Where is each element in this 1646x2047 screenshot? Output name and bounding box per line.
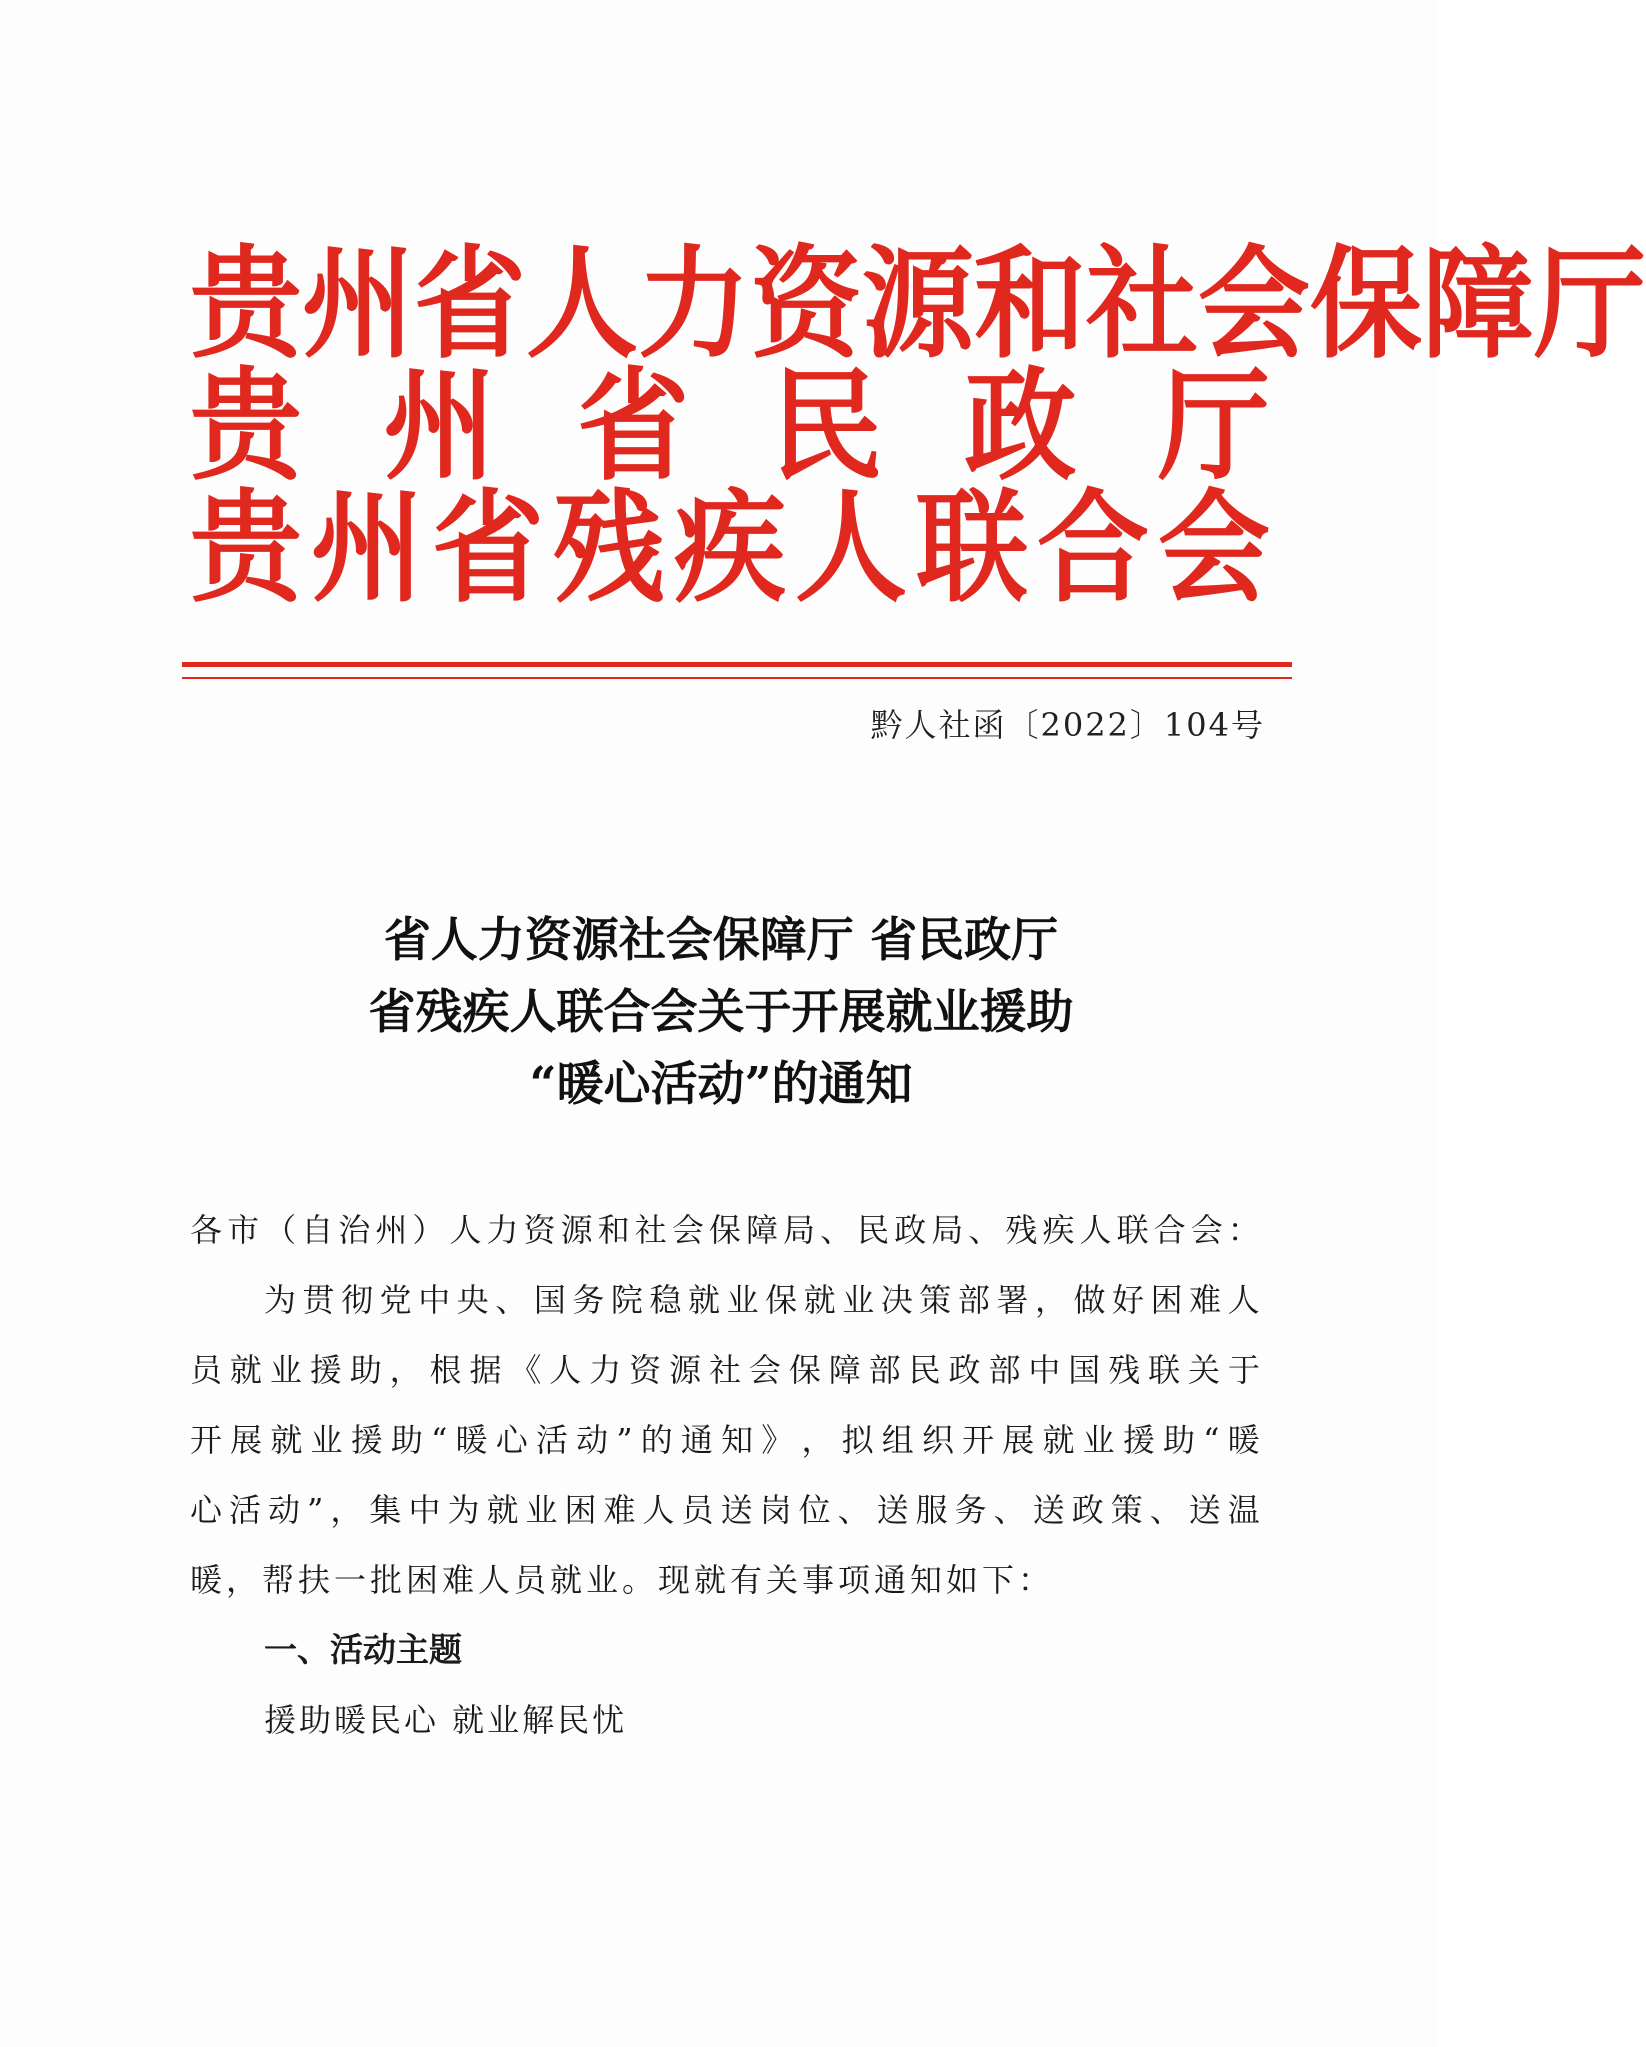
glyph: 难 — [603, 1491, 636, 1529]
glyph: 援 — [309, 1351, 342, 1389]
glyph: 局 — [931, 1211, 964, 1249]
glyph: 就 — [803, 1281, 836, 1319]
title-line-3: “暖心活动”的通知 — [529, 1057, 913, 1112]
glyph: 州 — [302, 233, 414, 376]
glyph: ： — [1227, 1211, 1260, 1249]
paragraph-line — [190, 1410, 1260, 1470]
glyph: ， — [801, 1421, 834, 1459]
glyph: 、 — [837, 1491, 870, 1529]
glyph: 助 — [1162, 1421, 1195, 1459]
glyph: 力 — [486, 1211, 519, 1249]
masthead-line-3 — [190, 477, 1270, 620]
glyph: 州 — [311, 477, 423, 620]
glyph: 市 — [227, 1211, 260, 1249]
glyph: 政 — [964, 355, 1077, 498]
glyph: 障 — [1422, 233, 1534, 376]
glyph: （ — [264, 1211, 297, 1249]
glyph: 自 — [301, 1211, 334, 1249]
glyph: 保 — [765, 1281, 798, 1319]
glyph: 资 — [750, 233, 862, 376]
glyph: 贯 — [302, 1281, 335, 1319]
glyph: 源 — [560, 1211, 593, 1249]
glyph: 稳 — [649, 1281, 682, 1319]
glyph: 党 — [379, 1281, 412, 1319]
glyph: 务 — [572, 1281, 605, 1319]
glyph: 业 — [525, 1491, 558, 1529]
section-text: 援助暖民心 就业解民忧 — [264, 1701, 628, 1739]
glyph: 集 — [369, 1491, 402, 1529]
glyph: 省 — [432, 477, 544, 620]
glyph: 会 — [1190, 1211, 1223, 1249]
glyph: 困 — [1150, 1281, 1183, 1319]
glyph: 动 — [576, 1421, 609, 1459]
glyph: 送 — [876, 1491, 909, 1529]
glyph: 各 — [190, 1211, 223, 1249]
glyph: 疾 — [674, 477, 786, 620]
glyph: ， — [389, 1351, 422, 1389]
glyph: 人 — [1227, 1281, 1260, 1319]
glyph: 好 — [1112, 1281, 1145, 1319]
title-line-2: 省残疾人联合会关于开展就业援助 — [368, 985, 1074, 1040]
glyph: ， — [330, 1491, 363, 1529]
glyph: 策 — [1110, 1491, 1143, 1529]
glyph: 开 — [190, 1421, 223, 1459]
glyph: 活 — [229, 1491, 262, 1529]
glyph: 政 — [894, 1211, 927, 1249]
glyph: 送 — [1032, 1491, 1065, 1529]
glyph: 据 — [469, 1351, 502, 1389]
title-line-1: 省人力资源社会保障厅 省民政厅 — [383, 913, 1059, 968]
glyph: 疾 — [1042, 1211, 1075, 1249]
glyph: 暖 — [455, 1421, 488, 1459]
masthead-line-1 — [190, 233, 1646, 376]
glyph: ） — [412, 1211, 445, 1249]
glyph: 保 — [1310, 233, 1422, 376]
glyph: 院 — [610, 1281, 643, 1319]
glyph: 送 — [1188, 1491, 1221, 1529]
glyph: 资 — [629, 1351, 662, 1389]
glyph: 残 — [1108, 1351, 1141, 1389]
glyph: 援 — [1122, 1421, 1155, 1459]
glyph: 困 — [564, 1491, 597, 1529]
glyph: 源 — [862, 233, 974, 376]
glyph: 障 — [745, 1211, 778, 1249]
glyph: 根 — [429, 1351, 462, 1389]
glyph: 岗 — [759, 1491, 792, 1529]
glyph: 送 — [720, 1491, 753, 1529]
glyph: 会 — [1158, 477, 1270, 620]
glyph: 会 — [1198, 233, 1310, 376]
glyph: 决 — [880, 1281, 913, 1319]
glyph: “ — [431, 1421, 448, 1459]
glyph: 助 — [390, 1421, 423, 1459]
glyph: 员 — [190, 1351, 223, 1389]
glyph: 业 — [269, 1351, 302, 1389]
glyph: 位 — [798, 1491, 831, 1529]
glyph: 省 — [414, 233, 526, 376]
glyph: 和 — [974, 233, 1086, 376]
glyph: 的 — [640, 1421, 673, 1459]
glyph: ” — [616, 1421, 633, 1459]
glyph: ， — [1034, 1281, 1067, 1319]
glyph: 社 — [708, 1351, 741, 1389]
glyph: 中 — [408, 1491, 441, 1529]
glyph: 心 — [190, 1491, 223, 1529]
glyph: 人 — [549, 1351, 582, 1389]
glyph: 、 — [495, 1281, 528, 1319]
glyph: 就 — [229, 1351, 262, 1389]
glyph: 组 — [881, 1421, 914, 1459]
glyph: 社 — [1086, 233, 1198, 376]
glyph: 厅 — [1534, 233, 1646, 376]
glyph: 中 — [418, 1281, 451, 1319]
glyph: 局 — [783, 1211, 816, 1249]
glyph: 《 — [509, 1351, 542, 1389]
glyph: 中 — [1028, 1351, 1061, 1389]
document-title — [190, 905, 1252, 1121]
glyph: 开 — [962, 1421, 995, 1459]
glyph: 国 — [1068, 1351, 1101, 1389]
glyph: 温 — [1227, 1491, 1260, 1529]
glyph: 源 — [669, 1351, 702, 1389]
glyph: 心 — [495, 1421, 528, 1459]
glyph: 暖 — [1227, 1421, 1260, 1459]
glyph: 部 — [957, 1281, 990, 1319]
glyph: 政 — [948, 1351, 981, 1389]
glyph: 贵 — [190, 355, 302, 498]
glyph: 人 — [526, 233, 638, 376]
glyph: 彻 — [341, 1281, 374, 1319]
glyph: 助 — [349, 1351, 382, 1389]
glyph: 就 — [270, 1421, 303, 1459]
glyph: 业 — [726, 1281, 759, 1319]
glyph: 残 — [553, 477, 665, 620]
glyph: 联 — [916, 477, 1028, 620]
glyph: 资 — [523, 1211, 556, 1249]
glyph: 治 — [338, 1211, 371, 1249]
glyph: 员 — [681, 1491, 714, 1529]
glyph: 、 — [993, 1491, 1026, 1529]
glyph: 国 — [533, 1281, 566, 1319]
glyph: 展 — [1002, 1421, 1035, 1459]
glyph: 业 — [310, 1421, 343, 1459]
glyph: 业 — [842, 1281, 875, 1319]
glyph: 政 — [1071, 1491, 1104, 1529]
glyph: ” — [307, 1491, 324, 1529]
glyph: 合 — [1037, 477, 1149, 620]
glyph: “ — [1203, 1421, 1220, 1459]
glyph: 人 — [1079, 1211, 1112, 1249]
glyph: 通 — [680, 1421, 713, 1459]
glyph: 保 — [708, 1211, 741, 1249]
glyph: 障 — [828, 1351, 861, 1389]
masthead-line-2 — [190, 355, 1270, 498]
glyph: 就 — [1042, 1421, 1075, 1459]
glyph: 为 — [447, 1491, 480, 1529]
glyph: 州 — [375, 1211, 408, 1249]
glyph: 社 — [634, 1211, 667, 1249]
paragraph-line: 暖，帮扶一批困难人员就业。现就有关事项通知如下： — [190, 1561, 1055, 1599]
glyph: 民 — [908, 1351, 941, 1389]
glyph: 署 — [996, 1281, 1029, 1319]
glyph: 服 — [915, 1491, 948, 1529]
glyph: 、 — [968, 1211, 1001, 1249]
glyph: 力 — [589, 1351, 622, 1389]
glyph: 就 — [688, 1281, 721, 1319]
glyph: 联 — [1116, 1211, 1149, 1249]
glyph: 策 — [919, 1281, 952, 1319]
glyph: 会 — [748, 1351, 781, 1389]
glyph: 保 — [788, 1351, 821, 1389]
glyph: 展 — [230, 1421, 263, 1459]
glyph: 务 — [954, 1491, 987, 1529]
glyph: 于 — [1227, 1351, 1260, 1389]
glyph: 力 — [638, 233, 750, 376]
glyph: 部 — [868, 1351, 901, 1389]
glyph: 州 — [383, 355, 496, 498]
glyph: 织 — [921, 1421, 954, 1459]
glyph: 贵 — [190, 477, 302, 620]
glyph: 民 — [857, 1211, 890, 1249]
glyph: 贵 — [190, 233, 302, 376]
glyph: 会 — [671, 1211, 704, 1249]
glyph: 人 — [795, 477, 907, 620]
glyph: 央 — [456, 1281, 489, 1319]
glyph: 、 — [1149, 1491, 1182, 1529]
glyph: 为 — [264, 1281, 297, 1319]
paragraph-line — [190, 1480, 1260, 1540]
red-rule-thin — [182, 677, 1292, 679]
glyph: 业 — [1082, 1421, 1115, 1459]
glyph: 做 — [1073, 1281, 1106, 1319]
glyph: 活 — [535, 1421, 568, 1459]
salutation — [190, 1200, 1260, 1260]
glyph: 、 — [820, 1211, 853, 1249]
glyph: 就 — [486, 1491, 519, 1529]
red-rule-thick — [182, 662, 1292, 667]
glyph: 人 — [449, 1211, 482, 1249]
glyph: 部 — [988, 1351, 1021, 1389]
paragraph-line — [190, 1340, 1260, 1400]
glyph: 动 — [268, 1491, 301, 1529]
glyph: 合 — [1153, 1211, 1186, 1249]
glyph: 民 — [770, 355, 883, 498]
glyph: 援 — [350, 1421, 383, 1459]
glyph: 难 — [1189, 1281, 1222, 1319]
glyph: 厅 — [1157, 355, 1270, 498]
glyph: 省 — [577, 355, 690, 498]
glyph: 知 — [721, 1421, 754, 1459]
glyph: 和 — [597, 1211, 630, 1249]
glyph: 联 — [1148, 1351, 1181, 1389]
glyph: 》 — [761, 1421, 794, 1459]
glyph: 关 — [1188, 1351, 1221, 1389]
glyph: 残 — [1005, 1211, 1038, 1249]
document-number: 黔人社函〔2022〕104号 — [870, 706, 1265, 744]
section-heading: 一、活动主题 — [264, 1630, 462, 1669]
glyph: 拟 — [841, 1421, 874, 1459]
paragraph-line — [264, 1270, 1260, 1330]
glyph: 人 — [642, 1491, 675, 1529]
